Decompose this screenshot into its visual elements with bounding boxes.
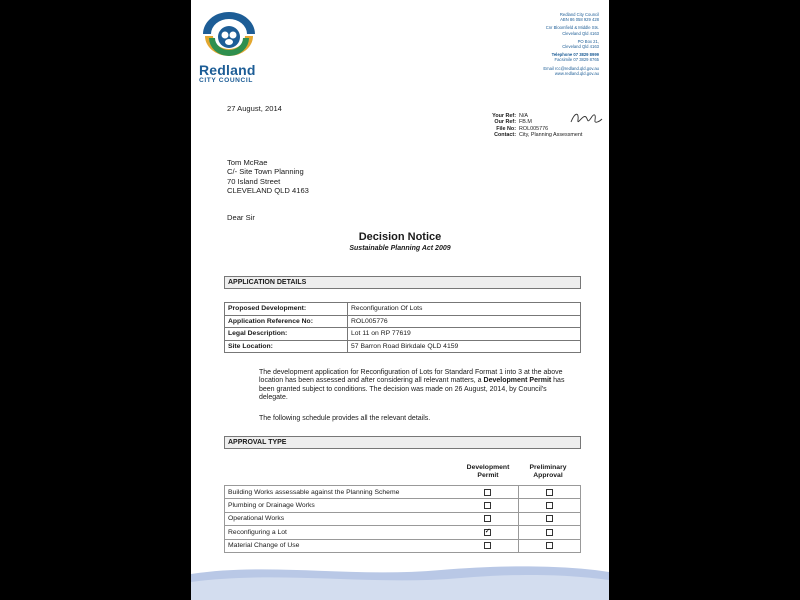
approval-label: Plumbing or Drainage Works <box>225 499 457 512</box>
approval-label: Building Works assessable against the Planning Scheme <box>225 486 457 499</box>
reference-block <box>475 113 582 139</box>
table-row <box>225 315 581 328</box>
development-permit-checkbox[interactable] <box>484 529 491 536</box>
detail-value: Lot 11 on RP 77619 <box>348 328 581 341</box>
council-telephone: Telephone 07 3829 8999 <box>551 52 599 58</box>
recipient-address <box>227 158 309 195</box>
table-row <box>225 340 581 353</box>
preliminary-approval-checkbox[interactable] <box>546 515 553 522</box>
signature-icon <box>569 108 603 128</box>
col-header-line: Development <box>466 464 510 471</box>
council-address-line: Cleveland Qld 4163 <box>562 30 599 36</box>
approval-type-heading: APPROVAL TYPE <box>224 436 581 449</box>
document-subtitle: Sustainable Planning Act 2009 <box>349 245 451 252</box>
table-row <box>225 303 581 316</box>
col-header-preliminary-approval <box>515 464 581 480</box>
detail-value: 57 Barron Road Birkdale QLD 4159 <box>348 340 581 353</box>
detail-key: Proposed Development: <box>225 303 348 316</box>
detail-key: Site Location: <box>225 340 348 353</box>
address-line: CLEVELAND QLD 4163 <box>227 185 309 195</box>
address-line: 70 Island Street <box>227 176 281 186</box>
ref-key: Your Ref: <box>492 113 516 119</box>
decision-paragraph <box>259 369 577 403</box>
development-permit-checkbox[interactable] <box>484 515 491 522</box>
preliminary-approval-checkbox[interactable] <box>546 542 553 549</box>
detail-key: Application Reference No: <box>225 315 348 328</box>
redland-logo-icon <box>199 12 259 60</box>
preliminary-approval-checkbox[interactable] <box>546 502 553 509</box>
paragraph-text: The development application for Reconfiguration of Lots for Standard Format 1 into 3 at the above location has been assessed and after considering all relevant matters, a <box>259 369 563 385</box>
col-header-development-permit <box>453 464 523 480</box>
approval-type-table <box>224 485 581 553</box>
council-abn: ABN 86 058 929 428 <box>560 17 599 23</box>
schedule-paragraph: The following schedule provides all the relevant details. <box>259 415 431 422</box>
approval-label: Reconfiguring a Lot <box>225 526 457 539</box>
document-page <box>191 0 609 600</box>
council-po-line: Cleveland Qld 4163 <box>562 44 599 50</box>
table-row <box>225 539 581 552</box>
preliminary-approval-checkbox[interactable] <box>546 529 553 536</box>
development-permit-checkbox[interactable] <box>484 489 491 496</box>
col-header-line: Permit <box>477 472 499 479</box>
ref-value: ROL005776 <box>519 125 549 132</box>
approval-label: Operational Works <box>225 512 457 525</box>
ref-key: Our Ref: <box>494 119 516 126</box>
application-details-table <box>224 302 581 353</box>
table-row <box>225 526 581 539</box>
address-line: C/- Site Town Planning <box>227 167 304 177</box>
preliminary-approval-checkbox[interactable] <box>546 489 553 496</box>
council-address-block <box>489 12 599 76</box>
table-row <box>225 512 581 525</box>
brand-name: Redland <box>199 62 256 78</box>
detail-value: ROL005776 <box>348 315 581 328</box>
council-name: Redland City Council <box>559 12 599 17</box>
ref-value: City, Planning Assessment <box>519 132 583 139</box>
table-row <box>225 499 581 512</box>
brand-subname: CITY COUNCIL <box>199 77 253 84</box>
ref-row <box>475 132 582 138</box>
address-line: Tom McRae <box>227 158 268 167</box>
development-permit-checkbox[interactable] <box>484 502 491 509</box>
council-facsimile: Facsimile 07 3829 8765 <box>554 57 599 63</box>
development-permit-checkbox[interactable] <box>484 542 491 549</box>
council-email: Email rcc@redland.qld.gov.au <box>543 65 599 71</box>
letter-date: 27 August, 2014 <box>227 104 282 113</box>
ref-key: Contact: <box>494 132 516 139</box>
council-address-line: Cnr Bloomfield & Middle Sts. <box>545 25 599 31</box>
application-details-heading: APPLICATION DETAILS <box>224 276 581 289</box>
paragraph-bold: Development Permit <box>483 377 552 385</box>
document-title: Decision Notice <box>358 231 442 243</box>
table-row <box>225 328 581 341</box>
col-header-line: Approval <box>533 472 563 479</box>
footer-wave-icon <box>191 560 609 600</box>
table-row <box>225 486 581 499</box>
ref-value: N/A <box>519 113 528 119</box>
ref-value: FB.M <box>519 119 532 126</box>
paragraph-text: has been granted subject to conditions. The decision was made on 26 August, 2014, by Council's delegate. <box>259 377 565 402</box>
ref-key: File No: <box>496 125 516 132</box>
col-header-line: Preliminary <box>529 464 567 471</box>
salutation: Dear Sir <box>227 213 255 222</box>
detail-value: Reconfiguration Of Lots <box>348 303 581 316</box>
detail-key: Legal Description: <box>225 328 348 341</box>
council-web: www.redland.qld.gov.au <box>554 70 599 76</box>
council-po-line: PO Box 21, <box>577 38 599 44</box>
approval-label: Material Change of Use <box>225 539 457 552</box>
